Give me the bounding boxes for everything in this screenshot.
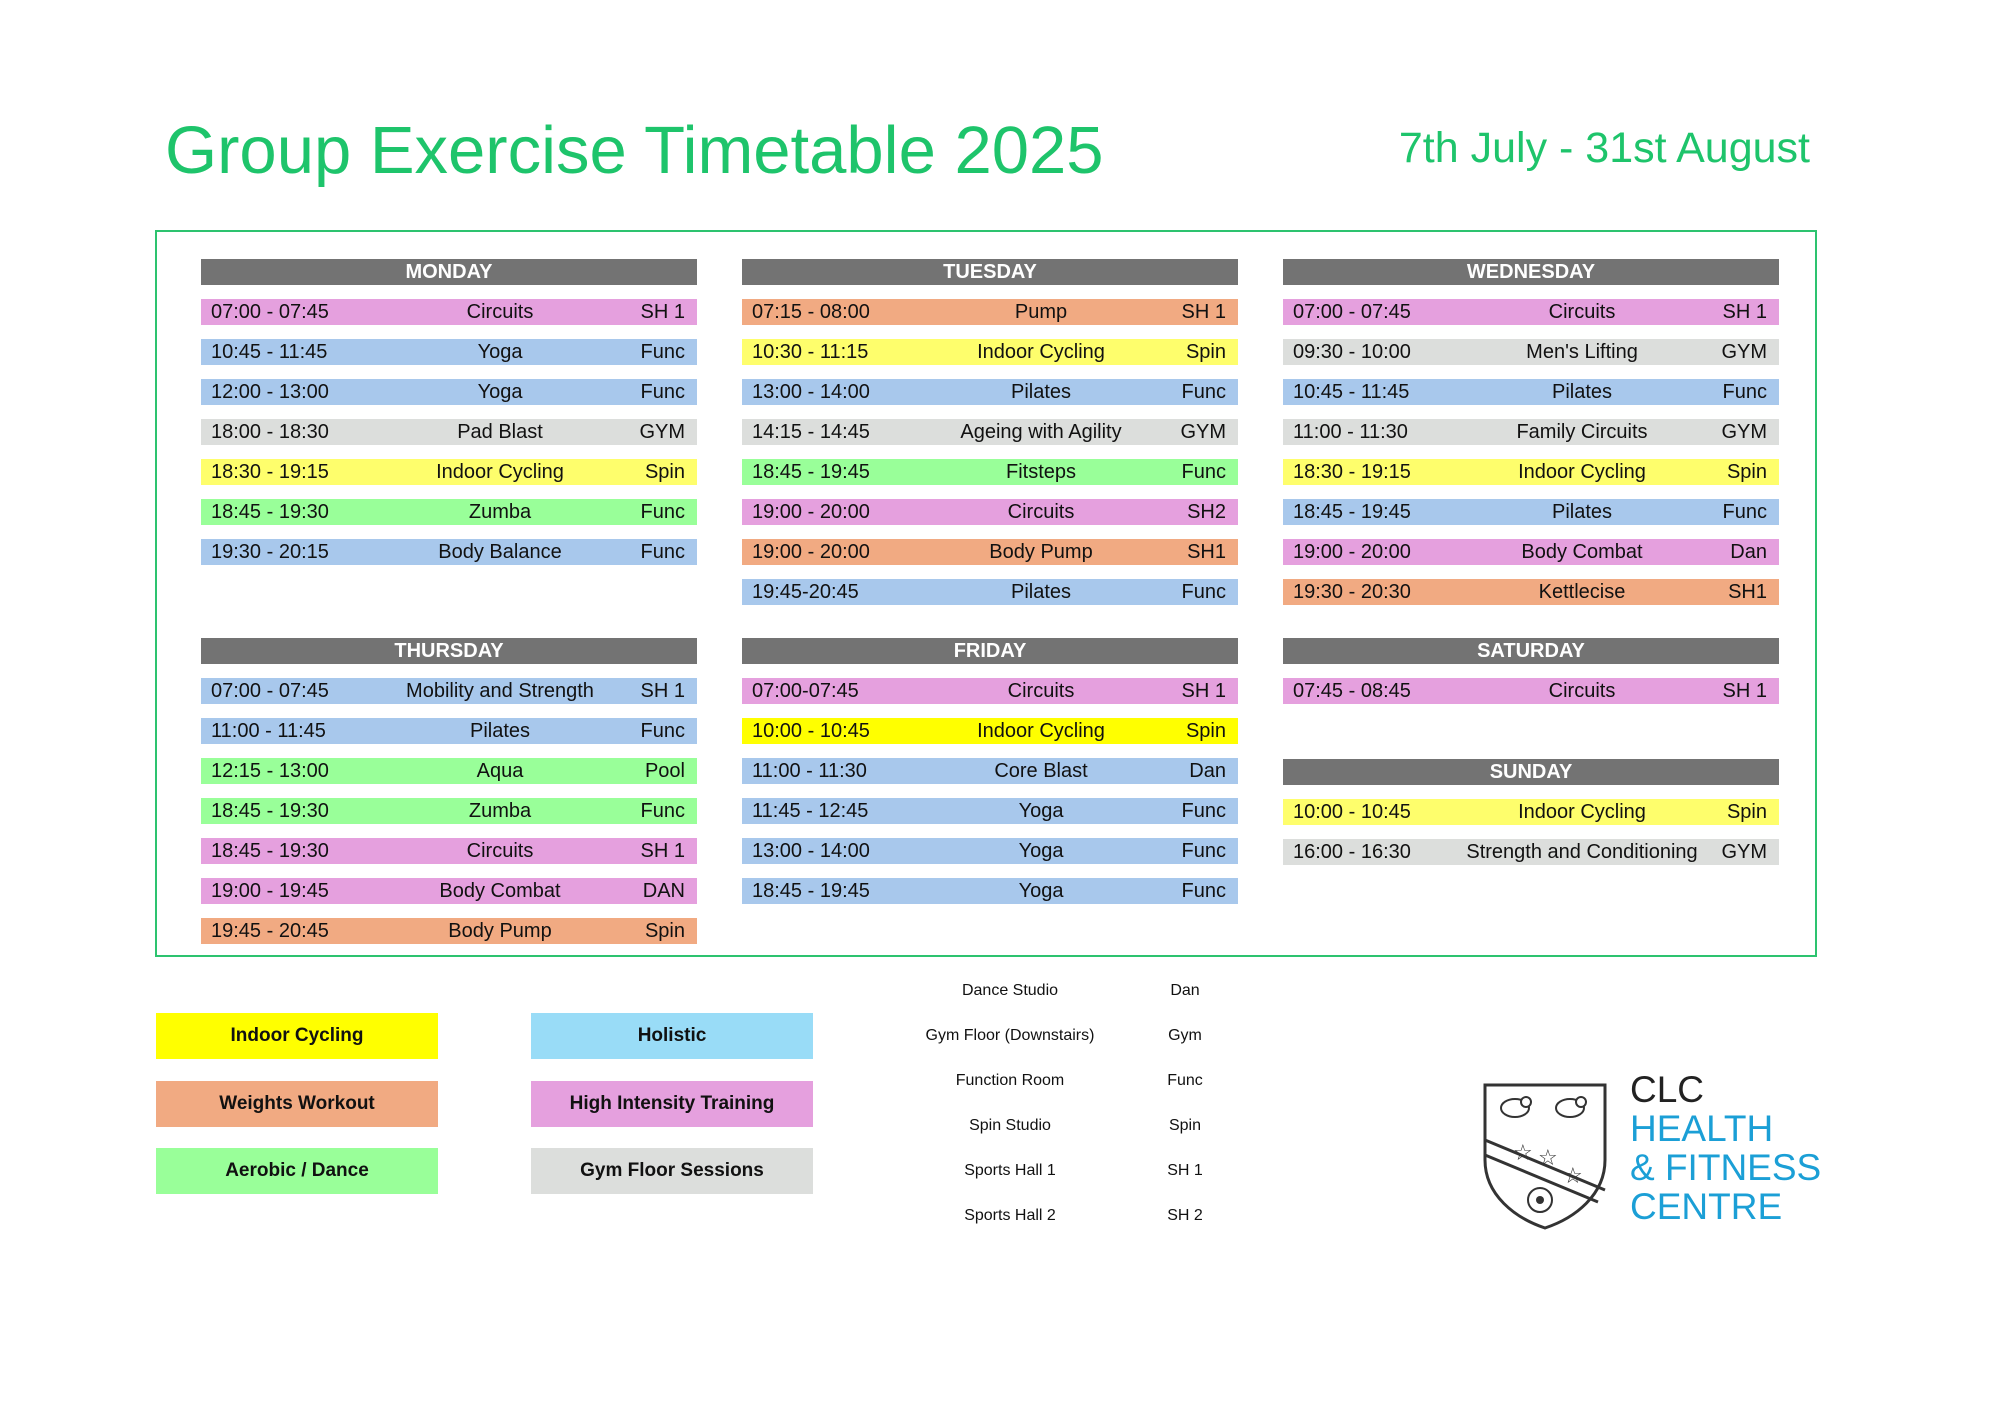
class-room: SH 1 xyxy=(640,300,685,323)
class-row xyxy=(1283,499,1779,525)
class-row xyxy=(201,299,697,325)
class-time: 19:30 - 20:15 xyxy=(211,540,329,563)
class-row xyxy=(742,539,1238,565)
class-room: SH 1 xyxy=(1722,300,1767,323)
day-header: FRIDAY xyxy=(742,638,1238,664)
class-row xyxy=(201,379,697,405)
class-room: Spin xyxy=(1726,460,1767,483)
class-row xyxy=(201,758,697,784)
class-name: Circuits xyxy=(466,839,534,862)
class-name: Circuits xyxy=(1007,500,1075,523)
class-row xyxy=(201,798,697,824)
class-time: 18:30 - 19:15 xyxy=(1293,460,1411,483)
class-room: GYM xyxy=(1721,420,1767,443)
class-row xyxy=(742,838,1238,864)
class-name: Circuits xyxy=(1548,300,1616,323)
class-room: Func xyxy=(640,340,685,363)
class-time: 19:30 - 20:30 xyxy=(1293,580,1411,603)
crest-icon xyxy=(1480,1080,1610,1230)
class-room: Func xyxy=(640,540,685,563)
class-name: Body Pump xyxy=(448,919,552,942)
class-room: Func xyxy=(1181,460,1226,483)
class-room: Spin xyxy=(1185,340,1226,363)
room-abbr: Gym xyxy=(1168,1027,1202,1044)
class-time: 11:00 - 11:45 xyxy=(211,719,326,742)
class-name: Yoga xyxy=(477,380,523,403)
class-time: 18:30 - 19:15 xyxy=(211,460,329,483)
legend-item: Gym Floor Sessions xyxy=(531,1148,813,1194)
day-saturday xyxy=(1283,638,1779,718)
class-room: SH2 xyxy=(1187,500,1226,523)
class-room: Func xyxy=(640,380,685,403)
class-room: Spin xyxy=(644,460,685,483)
class-room: Func xyxy=(640,719,685,742)
class-time: 09:30 - 10:00 xyxy=(1293,340,1411,363)
room-name: Function Room xyxy=(955,1072,1065,1089)
class-time: 19:00 - 20:00 xyxy=(752,540,870,563)
class-row xyxy=(1283,299,1779,325)
class-name: Yoga xyxy=(1018,799,1064,822)
class-name: Zumba xyxy=(468,500,532,523)
class-room: SH1 xyxy=(1187,540,1226,563)
class-name: Indoor Cycling xyxy=(977,719,1105,742)
room-abbr: Dan xyxy=(1170,982,1200,999)
room-name: Sports Hall 2 xyxy=(964,1207,1056,1224)
class-row xyxy=(1283,799,1779,825)
class-row xyxy=(1283,339,1779,365)
class-name: Indoor Cycling xyxy=(436,460,564,483)
class-time: 19:00 - 20:00 xyxy=(752,500,870,523)
class-room: Func xyxy=(1181,799,1226,822)
class-name: Pilates xyxy=(1010,380,1072,403)
class-room: Dan xyxy=(1189,759,1226,782)
class-room: GYM xyxy=(1721,340,1767,363)
class-time: 19:00 - 20:00 xyxy=(1293,540,1411,563)
room-name: Sports Hall 1 xyxy=(964,1162,1056,1179)
class-row xyxy=(1283,459,1779,485)
class-time: 07:00 - 07:45 xyxy=(211,300,329,323)
class-name: Yoga xyxy=(1018,879,1064,902)
class-room: Func xyxy=(1181,839,1226,862)
class-row xyxy=(742,718,1238,744)
class-time: 07:45 - 08:45 xyxy=(1293,679,1411,702)
class-name: Pump xyxy=(1014,300,1068,323)
date-range: 7th July - 31st August xyxy=(1398,124,1810,172)
svg-text:☆: ☆ xyxy=(1563,1164,1583,1189)
class-row xyxy=(201,459,697,485)
class-room: SH 1 xyxy=(1722,679,1767,702)
class-time: 07:15 - 08:00 xyxy=(752,300,870,323)
room-item xyxy=(900,1117,1280,1162)
class-room: SH1 xyxy=(1728,580,1767,603)
logo-line-health: HEALTH xyxy=(1630,1108,1774,1149)
class-name: Aqua xyxy=(476,759,524,782)
class-row xyxy=(201,339,697,365)
logo-line-fitness: & FITNESS xyxy=(1630,1147,1822,1188)
class-name: Ageing with Agility xyxy=(960,420,1122,443)
class-row xyxy=(1283,839,1779,865)
class-room: Func xyxy=(1722,380,1767,403)
class-time: 11:00 - 11:30 xyxy=(1293,420,1408,443)
day-header: MONDAY xyxy=(201,259,697,285)
legend-item: Holistic xyxy=(531,1013,813,1059)
class-row xyxy=(742,878,1238,904)
class-name: Body Pump xyxy=(989,540,1093,563)
class-row xyxy=(1283,379,1779,405)
class-row xyxy=(742,419,1238,445)
class-time: 10:30 - 11:15 xyxy=(752,340,869,363)
svg-text:☆: ☆ xyxy=(1513,1141,1533,1166)
class-room: SH 1 xyxy=(1181,679,1226,702)
class-name: Men's Lifting xyxy=(1526,340,1638,363)
class-row xyxy=(742,299,1238,325)
class-room: Spin xyxy=(1726,800,1767,823)
class-time: 10:00 - 10:45 xyxy=(752,719,870,742)
class-name: Core Blast xyxy=(994,759,1088,782)
class-row xyxy=(201,539,697,565)
room-name: Dance Studio xyxy=(961,982,1059,999)
class-room: Func xyxy=(1181,879,1226,902)
class-time: 18:45 - 19:30 xyxy=(211,500,329,523)
class-room: GYM xyxy=(1180,420,1226,443)
class-name: Indoor Cycling xyxy=(977,340,1105,363)
class-name: Body Balance xyxy=(438,540,562,563)
class-time: 13:00 - 14:00 xyxy=(752,380,870,403)
day-friday xyxy=(742,638,1238,918)
class-time: 18:45 - 19:45 xyxy=(1293,500,1411,523)
class-name: Fitsteps xyxy=(1005,460,1077,483)
class-room: Func xyxy=(640,799,685,822)
day-thursday xyxy=(201,638,697,958)
class-name: Pad Blast xyxy=(457,420,543,443)
room-abbr: Spin xyxy=(1168,1117,1202,1134)
class-name: Pilates xyxy=(469,719,531,742)
class-row xyxy=(742,798,1238,824)
class-name: Circuits xyxy=(1007,679,1075,702)
class-room: Func xyxy=(1181,580,1226,603)
class-name: Strength and Conditioning xyxy=(1466,840,1698,863)
class-row xyxy=(1283,419,1779,445)
class-row xyxy=(742,579,1238,605)
class-row xyxy=(201,838,697,864)
class-row xyxy=(1283,579,1779,605)
class-time: 16:00 - 16:30 xyxy=(1293,840,1411,863)
class-time: 18:45 - 19:45 xyxy=(752,879,870,902)
class-name: Family Circuits xyxy=(1516,420,1648,443)
clc-logo xyxy=(1480,1070,1820,1230)
logo-line-clc: CLC xyxy=(1630,1069,1705,1110)
class-time: 19:45-20:45 xyxy=(752,580,859,603)
legend-item: Weights Workout xyxy=(156,1081,438,1127)
class-row xyxy=(201,678,697,704)
class-row xyxy=(742,678,1238,704)
class-time: 12:00 - 13:00 xyxy=(211,380,329,403)
class-name: Body Combat xyxy=(1521,540,1643,563)
class-name: Circuits xyxy=(466,300,534,323)
logo-wordmark xyxy=(1630,1070,1821,1226)
class-time: 19:45 - 20:45 xyxy=(211,919,329,942)
class-name: Yoga xyxy=(1018,839,1064,862)
class-row xyxy=(742,459,1238,485)
page-title: Group Exercise Timetable 2025 xyxy=(165,113,1104,188)
class-time: 14:15 - 14:45 xyxy=(752,420,870,443)
class-row xyxy=(742,379,1238,405)
class-row xyxy=(201,419,697,445)
class-time: 11:00 - 11:30 xyxy=(752,759,867,782)
class-name: Pilates xyxy=(1551,380,1613,403)
room-item xyxy=(900,1162,1280,1207)
class-row xyxy=(201,718,697,744)
class-row xyxy=(201,499,697,525)
room-item xyxy=(900,1027,1280,1072)
class-name: Zumba xyxy=(468,799,532,822)
class-name: Body Combat xyxy=(439,879,561,902)
class-name: Pilates xyxy=(1551,500,1613,523)
legend-item: High Intensity Training xyxy=(531,1081,813,1127)
class-row xyxy=(742,758,1238,784)
class-time: 11:45 - 12:45 xyxy=(752,799,869,822)
room-item xyxy=(900,982,1280,1027)
day-header: SATURDAY xyxy=(1283,638,1779,664)
day-wednesday xyxy=(1283,259,1779,619)
class-room: SH 1 xyxy=(1181,300,1226,323)
class-room: Func xyxy=(1722,500,1767,523)
class-name: Yoga xyxy=(477,340,523,363)
class-room: DAN xyxy=(642,879,685,902)
day-monday xyxy=(201,259,697,579)
class-row xyxy=(742,499,1238,525)
room-item xyxy=(900,1072,1280,1117)
class-room: Func xyxy=(1181,380,1226,403)
legend-item: Aerobic / Dance xyxy=(156,1148,438,1194)
class-room: SH 1 xyxy=(640,679,685,702)
class-time: 18:00 - 18:30 xyxy=(211,420,329,443)
class-time: 18:45 - 19:30 xyxy=(211,799,329,822)
class-row xyxy=(201,878,697,904)
class-time: 07:00-07:45 xyxy=(752,679,859,702)
class-room: Spin xyxy=(1185,719,1226,742)
class-name: Indoor Cycling xyxy=(1518,800,1646,823)
day-header: WEDNESDAY xyxy=(1283,259,1779,285)
class-room: GYM xyxy=(1721,840,1767,863)
class-room: GYM xyxy=(639,420,685,443)
class-time: 13:00 - 14:00 xyxy=(752,839,870,862)
class-name: Pilates xyxy=(1010,580,1072,603)
day-tuesday xyxy=(742,259,1238,619)
class-time: 07:00 - 07:45 xyxy=(1293,300,1411,323)
legend-item: Indoor Cycling xyxy=(156,1013,438,1059)
class-row xyxy=(1283,539,1779,565)
class-room: Dan xyxy=(1730,540,1767,563)
day-header: TUESDAY xyxy=(742,259,1238,285)
class-row xyxy=(1283,678,1779,704)
class-row xyxy=(742,339,1238,365)
class-name: Mobility and Strength xyxy=(406,679,594,702)
svg-text:☆: ☆ xyxy=(1538,1146,1558,1171)
class-name: Kettlecise xyxy=(1538,580,1626,603)
room-abbr: SH 2 xyxy=(1167,1207,1203,1224)
class-time: 19:00 - 19:45 xyxy=(211,879,329,902)
class-room: Spin xyxy=(644,919,685,942)
class-time: 10:45 - 11:45 xyxy=(1293,380,1410,403)
room-item xyxy=(900,1207,1280,1252)
class-room: SH 1 xyxy=(640,839,685,862)
class-time: 10:45 - 11:45 xyxy=(211,340,328,363)
class-name: Indoor Cycling xyxy=(1518,460,1646,483)
room-name: Spin Studio xyxy=(969,1117,1051,1134)
day-header: THURSDAY xyxy=(201,638,697,664)
class-time: 18:45 - 19:45 xyxy=(752,460,870,483)
room-abbr: SH 1 xyxy=(1167,1162,1203,1179)
class-time: 10:00 - 10:45 xyxy=(1293,800,1411,823)
class-time: 12:15 - 13:00 xyxy=(211,759,329,782)
class-room: Func xyxy=(640,500,685,523)
day-sunday xyxy=(1283,759,1779,879)
class-time: 18:45 - 19:30 xyxy=(211,839,329,862)
room-abbr: Func xyxy=(1167,1072,1203,1089)
class-row xyxy=(201,918,697,944)
day-header: SUNDAY xyxy=(1283,759,1779,785)
room-name: Gym Floor (Downstairs) xyxy=(925,1027,1095,1044)
room-key xyxy=(900,982,1280,1252)
class-name: Circuits xyxy=(1548,679,1616,702)
class-room: Pool xyxy=(644,759,685,782)
class-time: 07:00 - 07:45 xyxy=(211,679,329,702)
logo-line-centre: CENTRE xyxy=(1630,1186,1783,1227)
